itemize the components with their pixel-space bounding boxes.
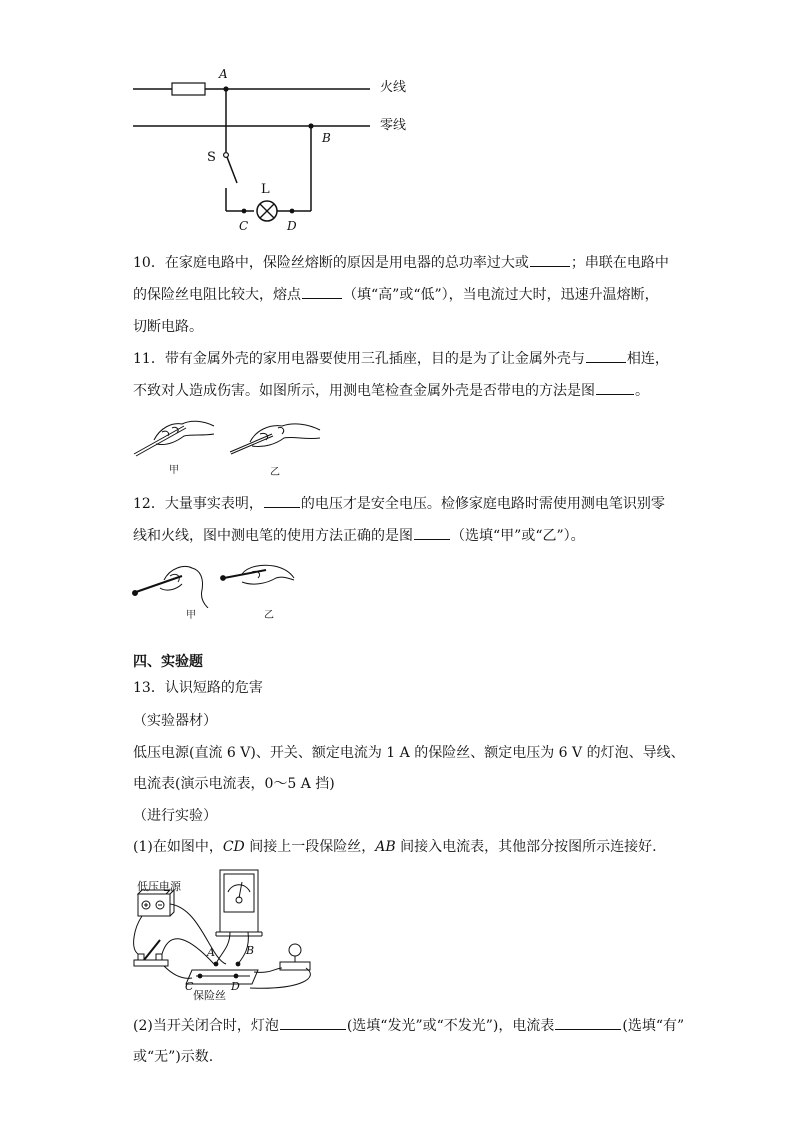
ammeter-body: [220, 870, 258, 932]
q13-blank-ammeter[interactable]: [555, 1013, 621, 1030]
q11-hand-yi: [230, 424, 320, 454]
q11-line-1: 11．带有金属外壳的家用电器要使用三孔插座，目的是为了让金属外壳与 相连，: [133, 343, 668, 375]
label-l: L: [261, 182, 270, 197]
light-bulb: [289, 944, 301, 956]
neutral-wire-label: 零线: [380, 118, 407, 133]
fig-power-label: 低压电源: [137, 880, 181, 893]
q11-fig-yi-label: 乙: [270, 467, 280, 478]
knife-switch: [134, 960, 168, 966]
q13-equipment-line-1: 低压电源(直流 6 V)、开关、额定电流为 1 A 的保险丝、额定电压为 6 V 的灯泡、导线、: [133, 745, 685, 761]
section-4-title: 四、实验题: [133, 654, 203, 670]
household-circuit-diagram: [120, 60, 420, 240]
label-b: B: [322, 131, 331, 145]
fig-label-a: A: [207, 946, 215, 959]
fuse-board: [186, 970, 258, 984]
fig-label-d: D: [231, 980, 240, 993]
q12-hand-jia: [133, 567, 209, 609]
q11-fig-jia-label: 甲: [169, 465, 179, 476]
label-c: C: [239, 219, 249, 233]
q11-test-pen-figure: [132, 412, 327, 460]
q13-step-1: (1)在如图中，CD 间接上一段保险丝，AB 间接入电流表，其他部分按图所示连接好.: [133, 839, 657, 855]
q10-blank-1[interactable]: [530, 250, 570, 267]
label-s: S: [207, 150, 216, 165]
q13-procedure-heading: （进行实验）: [133, 808, 217, 824]
fig-fuse-label: 保险丝: [193, 989, 226, 1002]
fig-label-c: C: [185, 980, 194, 993]
q12-fig-yi-label: 乙: [264, 610, 274, 621]
q12-test-pen-figure: [130, 558, 300, 608]
q11-line-2: 不致对人造成伤害。如图所示，用测电笔检查金属外壳是否带电的方法是图 。: [133, 375, 668, 407]
q11-blank-2[interactable]: [596, 378, 634, 395]
q13-step-2-line-2: 或“无”)示数.: [133, 1049, 214, 1065]
q13-equipment-heading: （实验器材）: [133, 713, 217, 729]
q12-blank-2[interactable]: [414, 523, 450, 540]
q12-blank-1[interactable]: [264, 491, 300, 508]
q10-line-1: 10．在家庭电路中，保险丝熔断的原因是用电器的总功率过大或 ；串联在电路中: [133, 247, 668, 279]
q10-line-2: 的保险丝电阻比较大，熔点 （填“高”或“低”），当电流过大时，迅速升温熔断，: [133, 279, 668, 311]
q12-fig-jia-label: 甲: [186, 610, 196, 621]
label-d: D: [287, 219, 297, 233]
lamp-holder: [280, 962, 310, 970]
q13-equipment-line-2: 电流表(演示电流表，0～5 A 挡): [133, 776, 335, 792]
q13-step-2-line-1: (2)当开关闭合时，灯泡 (选填“发光”或“不发光”)，电流表 (选填“有”: [133, 1012, 668, 1040]
q12-hand-yi: [221, 565, 294, 584]
q10-blank-2[interactable]: [302, 282, 342, 299]
fig-label-b: B: [246, 944, 255, 957]
q12-line-2: 线和火线，图中测电笔的使用方法正确的是图 （选填“甲”或“乙”）。: [133, 520, 668, 552]
q11-hand-jia: [134, 421, 214, 456]
live-wire-label: 火线: [380, 80, 407, 95]
label-a: A: [219, 67, 228, 81]
q13-title: 13．认识短路的危害: [133, 680, 263, 696]
q12-line-1: 12．大量事实表明， 的电压才是安全电压。检修家庭电路时需使用测电笔识别零: [133, 488, 668, 520]
q10-line-3: 切断电路。: [133, 319, 203, 335]
fuse-symbol: [172, 83, 205, 95]
q11-blank-1[interactable]: [586, 346, 626, 363]
q13-blank-lamp[interactable]: [280, 1013, 346, 1030]
